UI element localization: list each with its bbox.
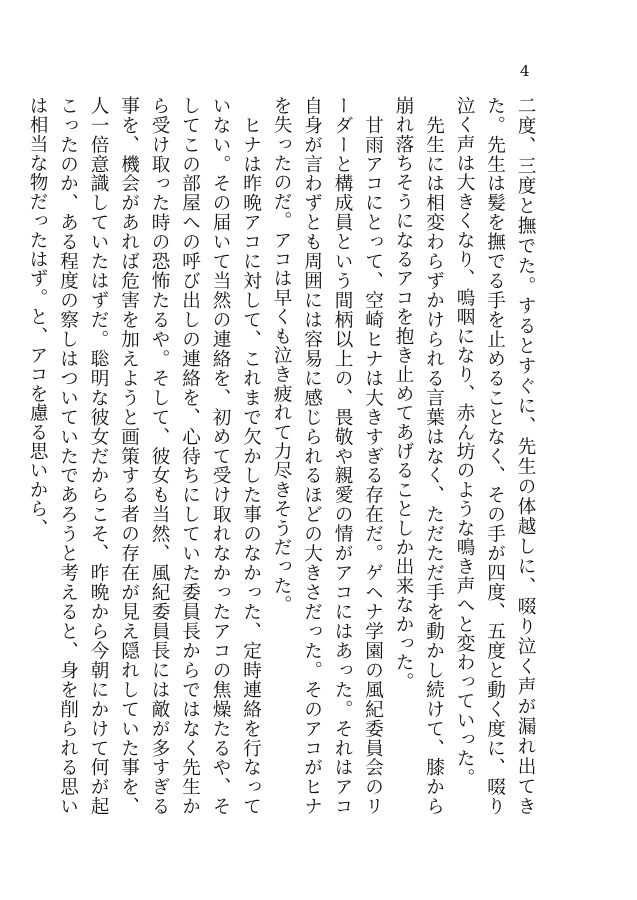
paragraph: 二度、三度と撫でた。するとすぐに、先生の体越しに、啜り泣く声が漏れ出てきた。先生は髪を撫でる手を止めることなく、その手が四度、五度と動く度に、啜り泣く声は大きくなり、嗚咽になり、赤ん坊のような鳴き声へと変わっていった。 (454, 96, 536, 816)
paragraph: 先生には相変わらずかけられる言葉はなく、ただただ手を動かし続けて、膝から崩れ落ちそうになるアコを抱き止めてあげることしか出来なかった。 (393, 96, 445, 816)
page-number: 4 (520, 62, 530, 80)
paragraph: 甘雨アコにとって、空崎ヒナは大きすぎる存在だ。ゲヘナ学園の風紀委員会のリーダーと構成員という間柄以上の、畏敬や親愛の情がアコにはあった。それはアコ自身が言わずとも周囲には容易に感じられるほどの大きさだった。そのアコがヒナを失ったのだ。アコは早くも泣き疲れて力尽きそうだった。 (271, 96, 384, 816)
paragraph: ヒナは昨晩アコに対して、これまで欠かした事のなかった、定時連絡を行なっていない。その届いて当然の連絡を、初めて受け取れなかったアコの焦燥たるや、そしてこの部屋への呼び出しの連絡を、心待ちにしていた委員長からではなく先生から受け取った時の恐怖たるや。そして、彼女も当然、風紀委員長には敵が多すぎる事を、機会があれば危害を加えようと画策する者の存在が見え隠れしていた事を、人一倍意識していたはずだ。聡明な彼女だからこそ、昨晩から今朝にかけて何が起こったのか、ある程度の察しはついていたであろうと考えると、身を削られる思いは相当な物だったはず。と、アコを慮る思いから、 (27, 96, 262, 816)
body-text (27, 96, 540, 816)
